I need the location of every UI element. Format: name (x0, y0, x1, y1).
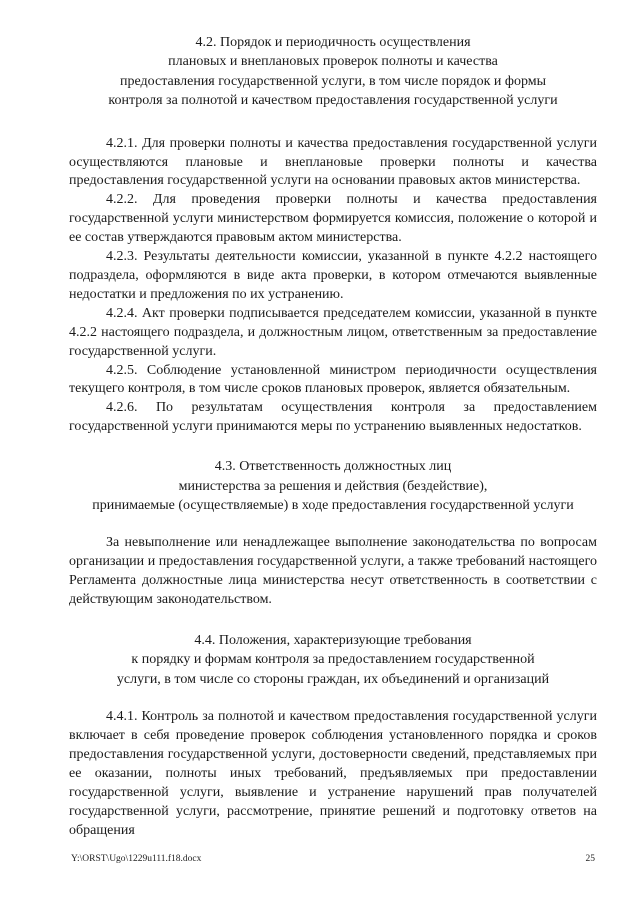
heading-line: министерства за решения и действия (бездействие), (178, 478, 488, 494)
document-body (69, 33, 597, 841)
heading-line: 4.2. Порядок и периодичность осуществления (195, 35, 471, 50)
spacer (69, 111, 597, 135)
heading-line: предоставления государственной услуги, в том числе порядок и формы (119, 73, 547, 89)
spacer (69, 610, 597, 631)
heading-line: плановых и внеплановых проверок полноты и качества (168, 54, 498, 70)
section-4-2-heading (69, 33, 597, 111)
heading-line: услуги, в том числе со стороны граждан, их объединений и организаций (116, 671, 550, 687)
section-4-4-heading (69, 631, 597, 689)
paragraph-4-3: За невыполнение или ненадлежащее выполнение законодательства по вопросам организации и предоставления государственной услуги, а также требований настоящего Регламента должностные лица министерства несут ответственность в соответствии с действующим законодательством. (69, 535, 597, 608)
paragraph-4-2-6: 4.2.6. По результатам осуществления контроля за предоставлением государственной услуги принимаются меры по устранению выявленных недостатков. (69, 400, 597, 435)
paragraph-4-2-3: 4.2.3. Результаты деятельности комиссии, указанной в пункте 4.2.2 настоящего подраздела, оформляются в виде акта проверки, в котором отмечаются выявленные недостатки и предложения по их устранению. (69, 249, 597, 302)
heading-line: контроля за полнотой и качеством предоставления государственной услуги (108, 93, 558, 109)
footer-file-path: Y:\ORST\Ugo\1229u111.f18.docx (71, 854, 202, 864)
paragraph-4-4-1: 4.4.1. Контроль за полнотой и качеством предоставления государственной услуги включает в себя проведение проверок соблюдения установленного порядка и сроков предоставления государственной услуги, достоверности сведений, представляемых при ее оказании, полноты иных требований, предъявляемых при предоставлении государственной услуги, выявление и устранение нарушений прав получателей государственной услуги, рассмотрение, принятие решений и подготовку ответов на обращения (69, 709, 597, 838)
paragraph-4-2-1: 4.2.1. Для проверки полноты и качества предоставления государственной услуги осуществляются плановые и внеплановые проверки полноты и качества предоставления государственной услуги на основании правовых актов министерства. (69, 135, 597, 189)
heading-line: 4.4. Положения, характеризующие требования (194, 632, 472, 648)
heading-line: к порядку и формам контроля за предоставлением государственной (131, 652, 535, 668)
paragraph-4-2-4: 4.2.4. Акт проверки подписывается председателем комиссии, указанной в пункте 4.2.2 настоящего подраздела, и должностным лицом, ответственным за предоставление государственной услуги. (69, 305, 597, 359)
heading-line: 4.3. Ответственность должностных лиц (214, 459, 452, 475)
spacer (69, 515, 597, 534)
page-number: 25 (585, 854, 595, 864)
paragraph-4-2-2: 4.2.2. Для проведения проверки полноты и качества предоставления государственной услуги министерством формируется комиссия, положение о которой и ее состав утверждаются правовым актом министерства. (69, 192, 597, 246)
paragraph-4-2-5: 4.2.5. Соблюдение установленной министром периодичности осуществления текущего контроля, в том числе сроков плановых проверок, является обязательным. (69, 362, 597, 397)
spacer (69, 689, 597, 708)
spacer (69, 437, 597, 457)
heading-line: принимаемые (осуществляемые) в ходе предоставления государственной услуги (92, 497, 574, 513)
section-4-3-heading (69, 457, 597, 515)
